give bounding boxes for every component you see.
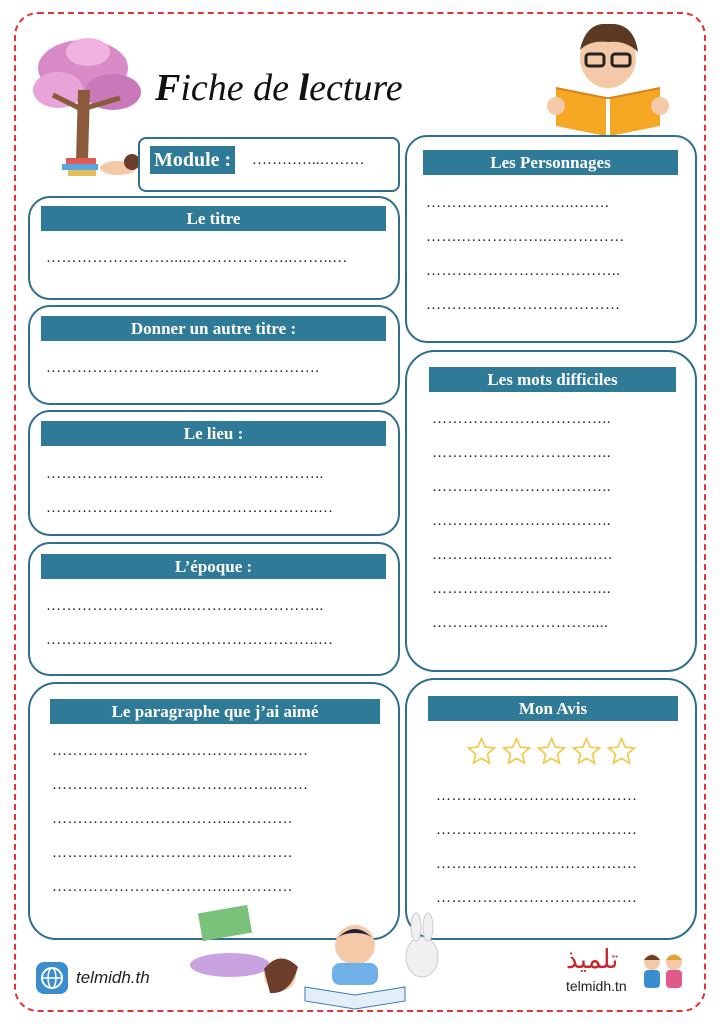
title-text-2: ecture (309, 67, 403, 109)
tree-illustration (28, 30, 148, 190)
paragraphe-line-3[interactable]: ……………………………..………… (52, 811, 293, 827)
title-letter-l: l (298, 67, 310, 109)
globe-icon (36, 962, 68, 994)
mots-line-6[interactable]: …………………………….. (432, 581, 611, 597)
avis-line-2[interactable]: ………………………………… (436, 822, 638, 838)
paragraphe-header: Le paragraphe que j’ai aimé (50, 699, 380, 724)
autre-titre-line-1[interactable]: …………………….....……………………. (46, 360, 320, 376)
avis-header: Mon Avis (428, 696, 678, 721)
paragraphe-line-2[interactable]: ……………………………………..…… (52, 777, 309, 793)
epoque-header: L’époque : (41, 554, 386, 579)
paragraphe-line-4[interactable]: ……………………………..………… (52, 845, 293, 861)
boy-reading-illustration (546, 18, 670, 138)
module-label: Module : (150, 146, 235, 174)
mots-line-2[interactable]: …………………………….. (432, 445, 611, 461)
autre-titre-header: Donner un autre titre : (41, 316, 386, 341)
brand-logo-url: telmidh.tn (566, 978, 627, 994)
page-title (155, 66, 403, 110)
lieu-line-2[interactable]: ……………………………………………..… (46, 500, 334, 516)
avis-line-4[interactable]: ………………………………… (436, 890, 638, 906)
paragraphe-line-1[interactable]: ……………………………………..…… (52, 743, 309, 759)
personnages-line-1[interactable]: ………………………..……. (426, 195, 610, 211)
mots-line-5[interactable]: ………..…………….…..…. (432, 547, 613, 563)
lieu-header: Le lieu : (41, 421, 386, 446)
paragraphe-line-5[interactable]: ……………………………..………… (52, 879, 293, 895)
titre-line-1[interactable]: …………………….....………………..……..… (46, 250, 348, 266)
rating-stars[interactable] (466, 736, 637, 767)
epoque-line-1[interactable]: …………………….....…………………….. (46, 598, 324, 614)
lieu-line-1[interactable]: …………………….....…………………….. (46, 466, 324, 482)
mots-line-7[interactable]: …………………………..... (432, 615, 609, 631)
personnages-line-2[interactable]: …….……………..…………… (426, 229, 625, 245)
epoque-line-2[interactable]: ……………………………………………..… (46, 632, 334, 648)
kids-reading-illustration (160, 905, 460, 1010)
avis-line-3[interactable]: ………………………………… (436, 856, 638, 872)
personnages-header: Les Personnages (423, 150, 678, 175)
module-dots[interactable]: …………..……… (252, 152, 365, 168)
footer-left (36, 962, 150, 994)
star-icon[interactable] (606, 736, 637, 767)
star-icon[interactable] (536, 736, 567, 767)
star-icon[interactable] (466, 736, 497, 767)
star-icon[interactable] (501, 736, 532, 767)
brand-logo-arabic: تلميذ (566, 945, 619, 975)
title-letter-f: F (155, 67, 181, 109)
titre-header: Le titre (41, 206, 386, 231)
brand-kids-icon (638, 950, 688, 995)
personnages-line-3[interactable]: ……………………………….. (426, 263, 621, 279)
mots-line-4[interactable]: …………………………….. (432, 513, 611, 529)
star-icon[interactable] (571, 736, 602, 767)
footer-url[interactable]: telmidh.th (76, 968, 150, 987)
personnages-line-4[interactable]: …………..…………………… (426, 297, 621, 313)
mots-header: Les mots difficiles (429, 367, 676, 392)
title-text-1: iche de (180, 67, 299, 109)
mots-line-1[interactable]: …………………………….. (432, 411, 611, 427)
avis-line-1[interactable]: ………………………………… (436, 788, 638, 804)
mots-line-3[interactable]: …………………………….. (432, 479, 611, 495)
